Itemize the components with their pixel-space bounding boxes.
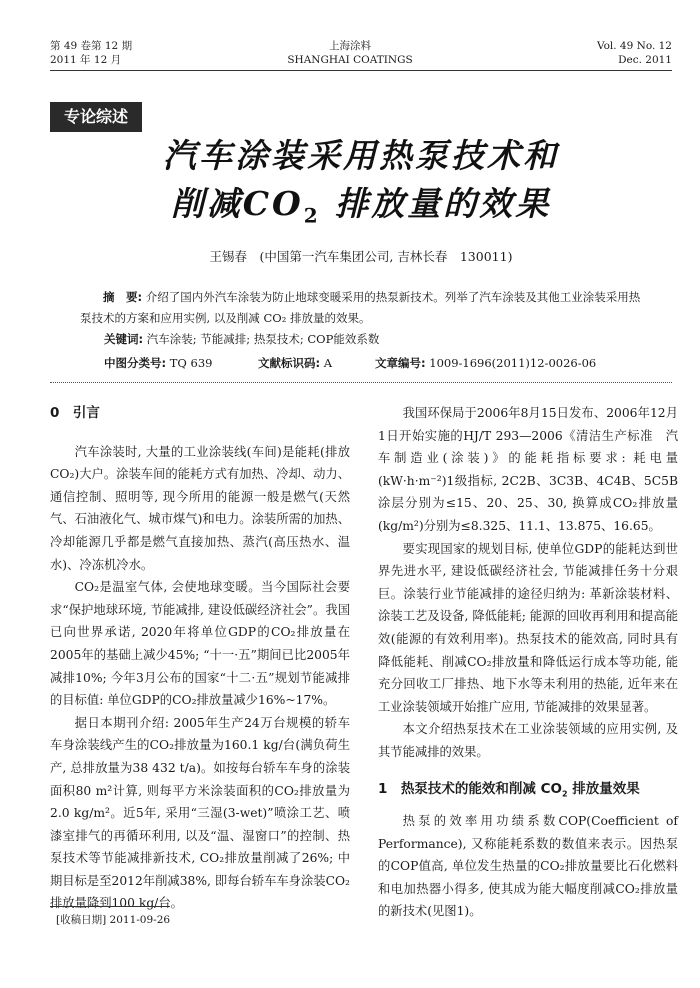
classification-number: 中图分类号: TQ 639 [104,356,213,370]
article-number: 文章编号: 1009-1696(2011)12-0026-06 [375,356,597,370]
journal-volume: 第 49 卷第 12 期 [50,40,133,52]
author-affiliation: 王锡春 (中国第一汽车集团公司, 吉林长春 130011) [209,249,513,264]
header-rule [50,70,672,71]
journal-name-en: SHANGHAI COATINGS [287,54,413,66]
journal-date-en: Dec. 2011 [618,54,672,66]
received-date: [收稿日期] 2011-09-26 [56,914,171,926]
section-0-heading: 0 引言 [50,405,100,421]
journal-date: 2011 年 12 月 [50,54,122,66]
paragraph: 要实现国家的规划目标, 使单位GDP的能耗达到世界先进水平, 建设低碳经济社会, 节能减排任务十分艰巨。涂装行业节能减排的途径归纳为: 革新涂装材料、涂装工艺及设备, 降低能耗; 能源的回收再利用和提高能效(能源的有效利用率)。热泵技术的能效高, 同时具有降低能耗、削减CO₂排放量和降低运行成本等功能, 能充分回收工厂排热、地下水等未利用的热能, 近年来在工业涂装领域开始推广应用, 节能减排的效果显著。 [378,541,678,714]
section-1-heading: 1 热泵技术的能效和削减 $CO_2$ 排放量效果 [378,780,640,799]
paragraph: 本文介绍热泵技术在工业涂装领域的应用实例, 及其节能减排的效果。 [378,722,678,759]
keywords: 关键词: 汽车涂装; 节能减排; 热泵技术; COP能效系数 [104,332,380,346]
article-title-line2: 削减$CO_2$ 排放量的效果 [170,184,552,228]
journal-name-cn: 上海涂料 [329,40,371,52]
paragraph: CO₂是温室气体, 会使地球变暖。当今国际社会要求“保护地球环境, 节能减排, 建设低碳经济社会”。我国已向世界承诺, 2020年将单位GDP的CO₂排放量在2005年的基础上减少45%; “十一·五”期间已比2005年减排10%; 今年3月公布的国家“十二·五”规划节能减排的目标值: 单位GDP的CO₂排放量减少16%~17%。 [50,580,350,708]
document-code: 文献标识码: A [258,356,333,370]
article-title-line1: 汽车涂装采用热泵技术和 [163,136,559,175]
paragraph: 汽车涂装时, 大量的工业涂装线(车间)是能耗(排放CO₂)大户。涂装车间的能耗方式有加热、冷却、动力、通信控制、照明等, 现今所用的能源一般是燃气(天然气、石油液化气、城市煤气)和电力。涂装所需的加热、冷却能源几乎都是燃气直接加热、蒸汽(高压热水、温水)、冷冻机冷水。 [50,444,350,572]
left-column [50,402,350,915]
paragraph: 我国环保局于2006年8月15日发布、2006年12月1日开始实施的HJ/T 293—2006《清洁生产标准 汽车制造业(涂装)》的能耗指标要求: 耗电量(kW·h·m⁻²)1级指标, 2C2B、3C3B、4C4B、5C5B涂层分别为≤15、20、25、30, 换算成CO₂排放量(kg/m²)分别为≤8.325、11.1、13.875、16.65。 [378,406,678,533]
abstract: 摘 要: 介绍了国内外汽车涂装为防止地球变暖采用的热泵新技术。列举了汽车涂装及其他工业涂装采用热泵技术的方案和应用实例, 以及削减 CO₂ 排放量的效果。 [80,290,641,325]
right-column [378,402,678,923]
paragraph: 热泵的效率用功绩系数COP(Coefficient of Performance), 又称能耗系数的数值来表示。因热泵的COP值高, 单位发生热量的CO₂排放量要比石化燃料和电加热器小得多, 使其成为能大幅度削减CO₂排放量的新技术(见图1)。 [378,814,678,919]
section-badge: 专论综述 [50,102,142,132]
footnote-rule [50,906,170,907]
abstract-divider [50,382,672,383]
journal-volume-en: Vol. 49 No. 12 [596,40,672,52]
paragraph: 据日本期刊介绍: 2005年生产24万台规模的轿车车身涂装线产生的CO₂排放量为160.1 kg/台(满负荷生产, 总排放量为38 432 t/a)。如按每台轿车车身的涂装面积80 m²计算, 则每平方米涂装面积的CO₂排放量为2.0 kg/m²。近5年, 采用“三湿(3-wet)”喷涂工艺、喷漆室排气的再循环利用, 以及“温、湿窗口”的控制、热泵技术等节能减排新技术, CO₂排放量削减了26%; 中期目标是至2012年削减38%, 即每台轿车车身涂装CO₂排放量降到100 kg/台。 [50,715,350,911]
